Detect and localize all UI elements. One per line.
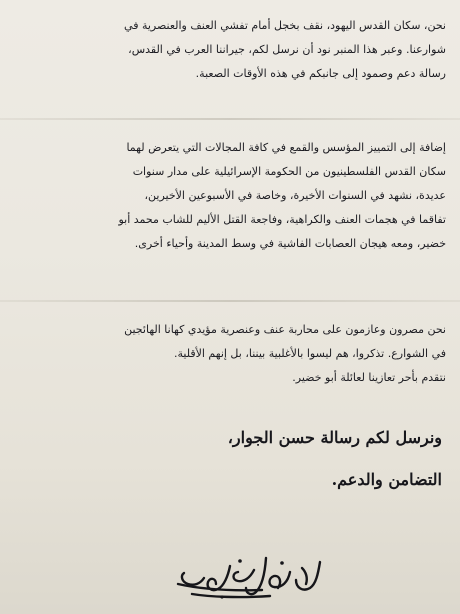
- paragraph-determination: [124, 318, 446, 390]
- text-line: نحن، سكان القدس اليهود، نقف بخجل أمام تفشي العنف والعنصرية في: [124, 19, 446, 32]
- text-line: شوارعنا. وعبر هذا المنبر نود أن نرسل لكم، جيراننا العرب في القدس،: [128, 43, 446, 56]
- paragraph-solidarity-intro: [124, 14, 446, 86]
- text-line: خضير، ومعه هيجان العصابات الفاشية في وسط المدينة وأحياء أخرى.: [134, 237, 446, 250]
- paragraph-discrimination: [118, 136, 446, 256]
- text-line: إضافة إلى التمييز المؤسس والقمع في كافة المجالات التي يتعرض لهما: [126, 141, 446, 154]
- handwritten-signature: [170, 548, 330, 603]
- text-line: نحن مصرون وعازمون على محاربة عنف وعنصرية مؤيدي كهانا الهائجين: [124, 323, 446, 336]
- closing-solidarity: التضامن والدعم.: [331, 470, 442, 489]
- closing-greeting: ونرسل لكم رسالة حسن الجوار،: [227, 428, 442, 447]
- text-line: رسالة دعم وصمود إلى جانبكم في هذه الأوقات الصعبة.: [195, 67, 446, 80]
- paper-fold-line: [0, 118, 460, 120]
- text-line: في الشوارع. تذكروا، هم ليسوا بالأغلبية بيننا، بل إنهم الأقلية.: [173, 347, 446, 360]
- text-line: عديدة، نشهد في السنوات الأخيرة، وخاصة في الأسبوعين الأخيرين،: [144, 189, 446, 202]
- text-line: تفاقما في هجمات العنف والكراهية، وفاجعة القتل الأليم للشاب محمد أبو: [118, 213, 446, 226]
- paper-fold-line: [0, 300, 460, 302]
- text-line: سكان القدس الفلسطينيون من الحكومة الإسرائيلية على مدار سنوات: [132, 165, 446, 178]
- text-line: نتقدم بأحر تعازينا لعائلة أبو خضير.: [292, 371, 446, 384]
